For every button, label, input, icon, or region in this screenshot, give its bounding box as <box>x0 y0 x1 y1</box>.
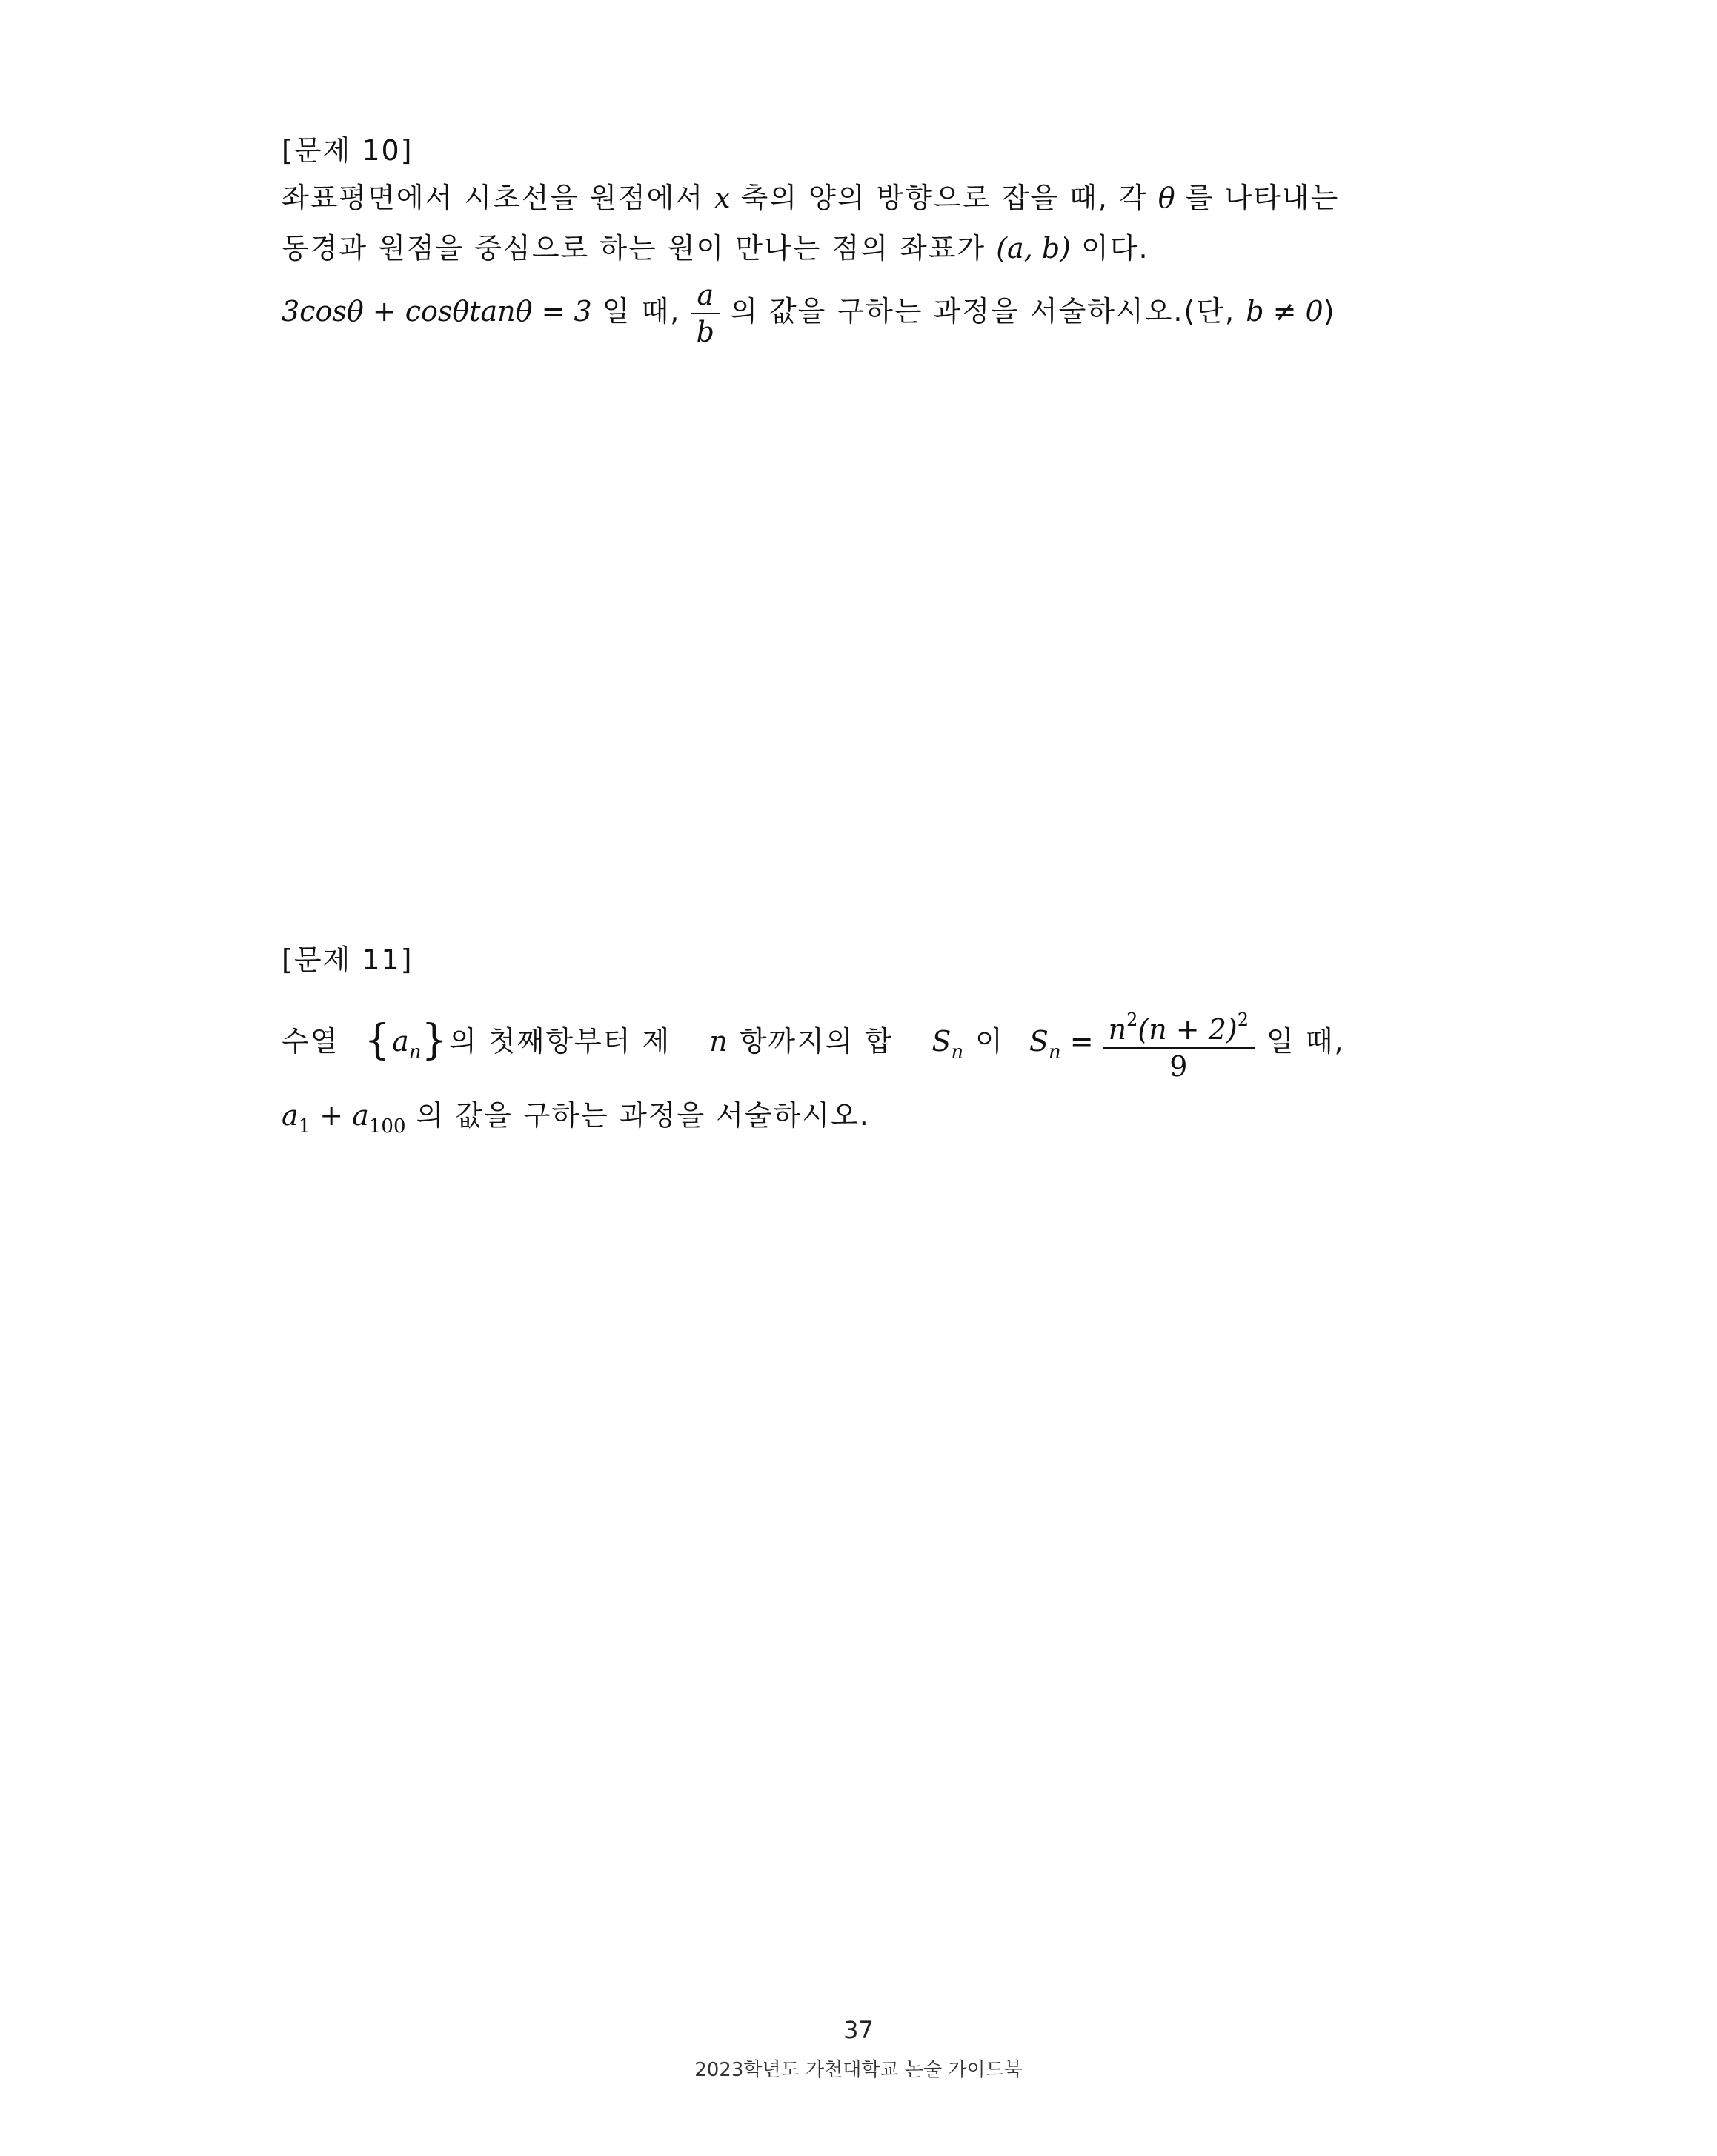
math-x: x <box>714 182 731 214</box>
math-n: n <box>1108 1013 1127 1046</box>
math-plus: + <box>310 1099 353 1132</box>
text: 좌표평면에서 시초선을 원점에서 <box>282 182 715 214</box>
text: 일 때, <box>591 295 691 328</box>
problem-11-line-1 <box>282 1002 1345 1089</box>
problem-10 <box>282 126 1438 371</box>
math-n: n <box>709 1025 728 1058</box>
text: 항까지의 합 <box>739 1025 894 1058</box>
text: 수열 <box>282 1025 339 1058</box>
fraction-a-over-b <box>691 277 720 350</box>
math-sup: 2 <box>1126 1009 1138 1030</box>
math-group: (n + 2) <box>1138 1013 1238 1046</box>
problem-10-line-3 <box>282 274 1336 350</box>
text: 의 첫째항부터 제 <box>449 1025 671 1058</box>
fraction-denominator: 9 <box>1169 1050 1188 1083</box>
problem-11-line-2 <box>282 1097 870 1145</box>
text: 축의 양의 방향으로 잡을 때, 각 <box>730 182 1158 214</box>
math-a: a <box>392 1025 409 1058</box>
math-sub-n: n <box>408 1041 422 1064</box>
fraction-sum <box>1103 1002 1255 1084</box>
text: 를 나타내는 <box>1175 182 1340 214</box>
text: 의 값을 구하는 과정을 서술하시오. <box>405 1099 870 1132</box>
math-point: (a, b) <box>996 232 1072 265</box>
math-equation: 3cosθ + cosθtanθ = 3 <box>282 295 592 328</box>
text: 의 값을 구하는 과정을 서술하시오.(단, <box>720 295 1246 328</box>
fraction-numerator: a <box>691 277 720 314</box>
math-sub-1: 1 <box>298 1115 311 1138</box>
math-sub-100: 100 <box>368 1115 406 1138</box>
text: 이 <box>975 1025 1004 1058</box>
math-sub-n: n <box>951 1041 964 1064</box>
problem-10-line-2 <box>282 230 1149 267</box>
math-equals: = <box>1060 1025 1103 1058</box>
fraction-numerator <box>1103 1002 1255 1049</box>
fraction-denominator: b <box>696 315 714 348</box>
math-theta: θ <box>1158 182 1175 214</box>
math-sub-n: n <box>1048 1041 1061 1064</box>
text: 일 때, <box>1266 1025 1345 1058</box>
text: ) <box>1323 295 1336 328</box>
math-S: S <box>1029 1025 1049 1058</box>
brace-close: } <box>421 1016 450 1064</box>
math-condition: b ≠ 0 <box>1246 295 1324 328</box>
text: 이다. <box>1071 232 1149 265</box>
problem-11-heading: [문제 11] <box>282 943 414 976</box>
problem-10-heading: [문제 10] <box>282 134 414 167</box>
math-a: a <box>352 1099 369 1132</box>
text: 동경과 원점을 중심으로 하는 원이 만나는 점의 좌표가 <box>282 232 997 265</box>
brace-open: { <box>364 1016 393 1064</box>
page-number: 37 <box>843 2016 874 2044</box>
math-sup: 2 <box>1237 1009 1249 1030</box>
math-a: a <box>282 1099 299 1132</box>
problem-10-line-1 <box>282 179 1339 216</box>
problem-11 <box>282 941 1438 1164</box>
guidebook-title: 2023학년도 가천대학교 논술 가이드북 <box>694 2059 1023 2081</box>
math-S: S <box>931 1025 952 1058</box>
